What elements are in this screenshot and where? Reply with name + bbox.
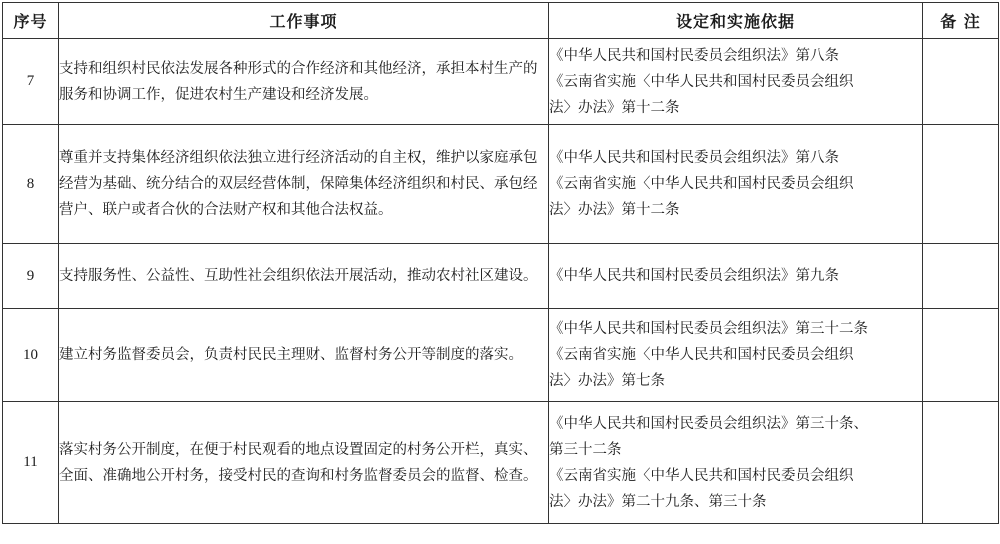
note-cell (923, 125, 999, 244)
work-item: 支持服务性、公益性、互助性社会组织依法开展活动，推动农村社区建设。 (59, 244, 549, 309)
note-cell (923, 244, 999, 309)
basis-line: 法〉办法》第二十九条、第三十条 (549, 493, 767, 510)
basis-cell (549, 402, 923, 524)
row-number: 11 (3, 402, 59, 524)
work-item: 建立村务监督委员会，负责村民民主理财、监督村务公开等制度的落实。 (59, 309, 549, 402)
table-row (3, 125, 999, 244)
note-cell (923, 309, 999, 402)
basis-cell (549, 309, 923, 402)
basis-cell (549, 125, 923, 244)
basis-line: 第三十二条 (549, 441, 622, 458)
basis-line: 法〉办法》第七条 (549, 373, 665, 389)
basis-line: 《中华人民共和国村民委员会组织法》第三十二条 (549, 321, 868, 337)
work-items-table (2, 2, 999, 524)
table-row (3, 402, 999, 524)
basis-line: 《云南省实施〈中华人民共和国村民委员会组织 (549, 467, 854, 484)
basis-line: 《云南省实施〈中华人民共和国村民委员会组织 (549, 73, 854, 90)
table-row (3, 309, 999, 402)
row-number: 8 (3, 125, 59, 244)
row-number: 7 (3, 39, 59, 125)
basis-line: 法〉办法》第十二条 (549, 202, 680, 218)
table-row (3, 244, 999, 309)
basis-line: 《中华人民共和国村民委员会组织法》第八条 (549, 47, 839, 64)
work-item: 落实村务公开制度，在便于村民观看的地点设置固定的村务公开栏，真实、全面、准确地公开村务，接受村民的查询和村务监督委员会的监督、检查。 (59, 402, 549, 524)
basis-line: 法〉办法》第十二条 (549, 99, 680, 116)
note-cell (923, 39, 999, 125)
basis-line: 《中华人民共和国村民委员会组织法》第九条 (549, 268, 839, 284)
table-header-row (3, 3, 999, 39)
note-cell (923, 402, 999, 524)
header-basis: 设定和实施依据 (549, 3, 923, 39)
basis-cell (549, 244, 923, 309)
basis-line: 《云南省实施〈中华人民共和国村民委员会组织 (549, 347, 854, 363)
header-seq: 序号 (3, 3, 59, 39)
row-number: 10 (3, 309, 59, 402)
row-number: 9 (3, 244, 59, 309)
work-item: 尊重并支持集体经济组织依法独立进行经济活动的自主权，维护以家庭承包经营为基础、统分结合的双层经营体制，保障集体经济组织和村民、承包经营户、联户或者合伙的合法财产权和其他合法权益。 (59, 125, 549, 244)
table-row (3, 39, 999, 125)
work-item: 支持和组织村民依法发展各种形式的合作经济和其他经济，承担本村生产的服务和协调工作，促进农村生产建设和经济发展。 (59, 39, 549, 125)
basis-line: 《云南省实施〈中华人民共和国村民委员会组织 (549, 176, 854, 192)
basis-line: 《中华人民共和国村民委员会组织法》第三十条、 (549, 415, 868, 432)
header-note: 备 注 (923, 3, 999, 39)
basis-cell (549, 39, 923, 125)
basis-line: 《中华人民共和国村民委员会组织法》第八条 (549, 150, 839, 166)
header-item: 工作事项 (59, 3, 549, 39)
